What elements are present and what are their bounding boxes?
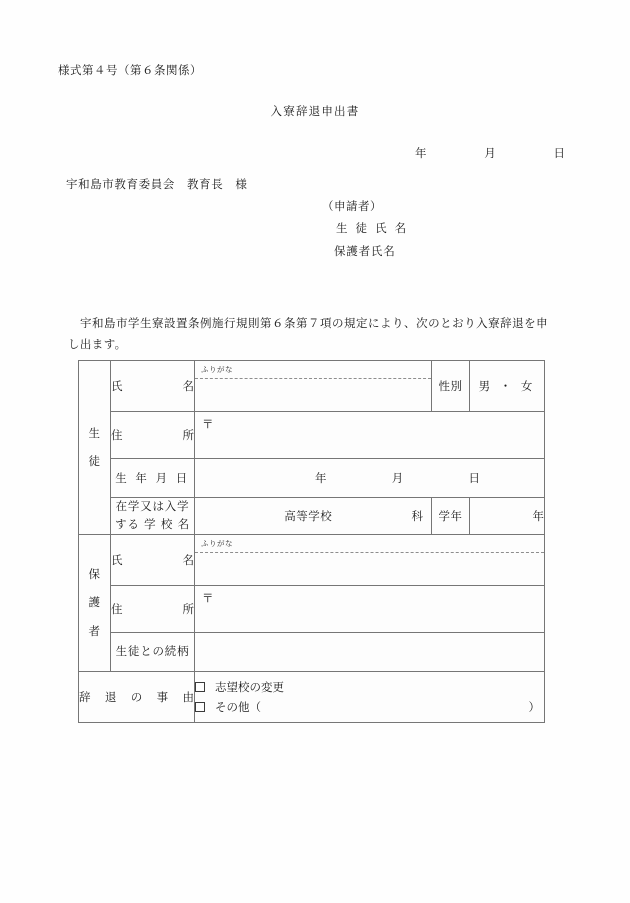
- label-guardian-address-char-2: 所: [182, 601, 194, 616]
- label-reason-char-2: 退: [104, 689, 117, 704]
- reason-option-school-change-label: 志望校の変更: [215, 679, 284, 694]
- furigana-divider-guardian: [195, 552, 544, 553]
- date-day: 日: [553, 146, 565, 160]
- table-row-student-name: [79, 361, 545, 412]
- label-student-name: [111, 361, 195, 412]
- postal-mark-icon: 〒: [202, 417, 214, 431]
- school-name-text: 高等学校: [284, 508, 333, 523]
- section-label-guardian: [79, 534, 111, 671]
- label-student-name-char-1: 氏: [111, 379, 123, 393]
- furigana-divider-student: [195, 378, 431, 379]
- section-label-student-char-1: 生: [88, 425, 101, 440]
- page-title: 入寮辞退申出書: [270, 104, 360, 118]
- reason-option-other-label: その他（: [215, 699, 261, 714]
- date-month: 月: [484, 146, 496, 160]
- label-relation: [111, 632, 195, 671]
- field-guardian-name[interactable]: [195, 534, 545, 585]
- field-student-address[interactable]: [195, 412, 545, 459]
- field-school-name[interactable]: [195, 498, 432, 535]
- table-row-reason: [79, 671, 545, 722]
- label-school-line-2: する 学 校 名: [115, 516, 190, 531]
- field-relation[interactable]: [195, 632, 545, 671]
- label-reason-char-1: 辞: [79, 689, 91, 704]
- table-row-student-birthdate: [79, 459, 545, 498]
- label-guardian-address: [111, 585, 195, 632]
- form-number: 様式第４号（第６条関係）: [58, 63, 202, 77]
- table-row-guardian-name: [79, 534, 545, 585]
- table-row-student-address: [79, 412, 545, 459]
- label-student-name-char-2: 名: [182, 379, 194, 393]
- guardian-name-label: 保護者氏名: [334, 244, 396, 258]
- date-year: 年: [415, 146, 427, 160]
- field-student-birthdate[interactable]: [195, 459, 545, 498]
- label-student-address: [111, 412, 195, 459]
- label-reason-char-3: の: [130, 689, 143, 704]
- section-label-student: [79, 361, 111, 535]
- addressee: 宇和島市教育委員会 教育長 様: [66, 177, 248, 191]
- birth-day-unit: 日: [468, 471, 480, 485]
- reason-option-school-change[interactable]: [195, 677, 544, 697]
- label-relation-text: 生徒との続柄: [115, 643, 190, 658]
- field-grade[interactable]: 年: [470, 498, 545, 535]
- field-student-name[interactable]: [195, 361, 432, 412]
- reason-option-other[interactable]: [195, 697, 544, 717]
- school-department-text: 科: [411, 508, 423, 523]
- table-row-guardian-address: [79, 585, 545, 632]
- postal-mark-icon-guardian: 〒: [202, 590, 214, 605]
- label-guardian-name-char-1: 氏: [111, 552, 123, 567]
- label-reason-char-4: 事: [156, 689, 169, 704]
- section-label-guardian-char-3: 者: [88, 624, 101, 638]
- label-guardian-name-char-2: 名: [182, 552, 194, 567]
- label-reason-char-5: 由: [182, 689, 194, 704]
- label-grade: 学年: [432, 498, 470, 535]
- body-paragraph: 宇和島市学生寮設置条例施行規則第６条第７項の規定により、次のとおり入寮辞退を申し出ます。: [68, 316, 548, 352]
- label-guardian-address-char-1: 住: [111, 601, 123, 616]
- label-school-line-1: 在学又は入学: [115, 499, 190, 513]
- applicant-label: （申請者）: [322, 199, 382, 213]
- table-row-relation: [79, 632, 545, 671]
- reason-option-other-close-paren: ）: [528, 699, 540, 714]
- birth-year-unit: 年: [315, 471, 327, 485]
- field-guardian-address[interactable]: [195, 585, 545, 632]
- section-label-guardian-char-2: 護: [88, 595, 101, 610]
- table-row-school: [79, 498, 545, 535]
- label-reason: [79, 671, 195, 722]
- label-student-birthdate: [111, 459, 195, 498]
- section-label-student-char-2: 徒: [88, 454, 101, 469]
- label-student-birthdate-text: 生 年 月 日: [115, 471, 190, 485]
- furigana-label-student: ふりがな: [201, 365, 233, 374]
- label-student-address-char-2: 所: [182, 428, 194, 442]
- furigana-label-guardian: ふりがな: [201, 538, 233, 548]
- field-sex-choice[interactable]: 男 ・ 女: [470, 361, 545, 412]
- field-reason-options: [195, 671, 545, 722]
- checkbox-icon-other[interactable]: [195, 702, 205, 712]
- label-school: [111, 498, 195, 535]
- application-table: [78, 360, 545, 723]
- date-line: [415, 145, 565, 161]
- checkbox-icon-school-change[interactable]: [195, 682, 205, 692]
- label-sex: 性別: [432, 361, 470, 412]
- section-label-guardian-char-1: 保: [88, 566, 101, 581]
- label-student-address-char-1: 住: [111, 428, 123, 442]
- student-name-label: 生 徒 氏 名: [336, 221, 409, 235]
- label-guardian-name: [111, 534, 195, 585]
- birth-month-unit: 月: [391, 471, 404, 485]
